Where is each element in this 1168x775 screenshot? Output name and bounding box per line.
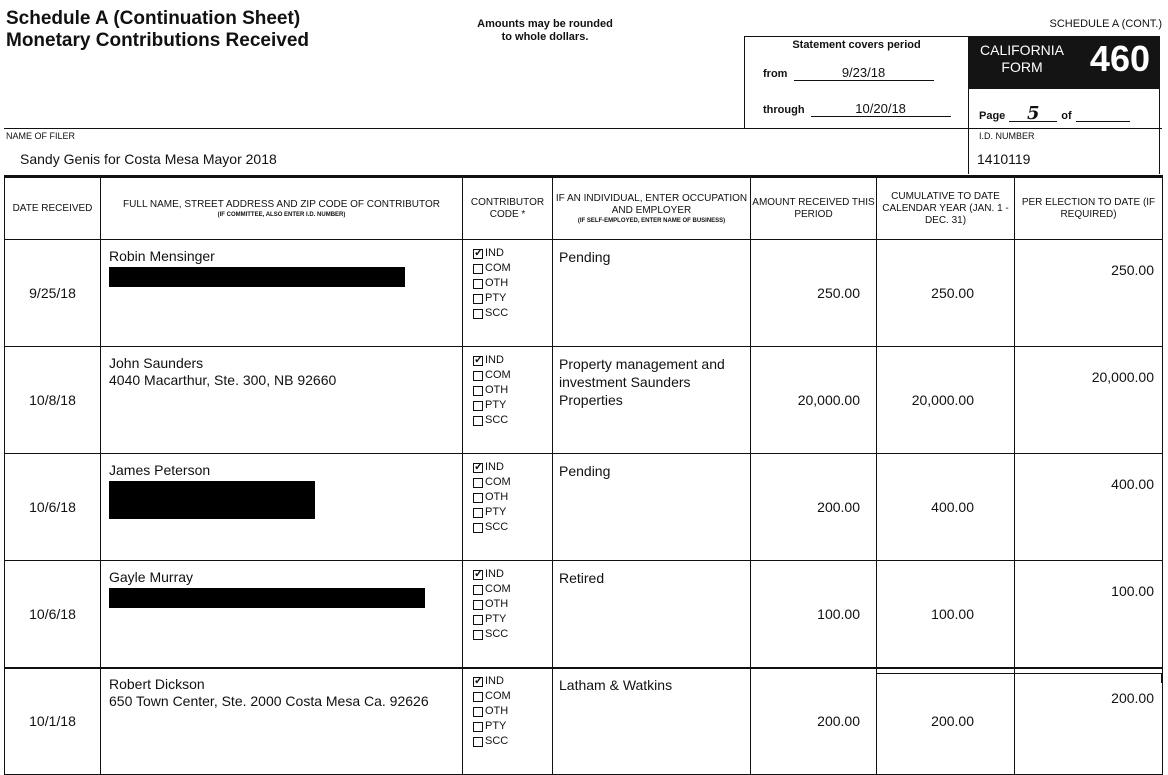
id-number-box <box>968 129 1160 174</box>
page-value: 5 <box>1009 107 1057 122</box>
checkbox-icon[interactable] <box>473 264 483 274</box>
code-option-oth[interactable] <box>473 276 552 291</box>
contributor-name: Gayle Murray <box>109 569 194 585</box>
schedule-continuation-label: SCHEDULE A (CONT.) <box>1049 18 1162 30</box>
checkbox-icon[interactable] <box>473 279 483 289</box>
code-label: IND <box>485 354 504 366</box>
contributor-cell <box>101 454 463 561</box>
code-label: COM <box>485 262 511 274</box>
code-label: SCC <box>485 628 509 640</box>
code-option-pty[interactable] <box>473 398 552 413</box>
page-number-box <box>968 89 1160 129</box>
cumulative-to-date: 250.00 <box>877 240 1015 347</box>
contributor-code <box>463 668 553 775</box>
rounding-note <box>460 18 630 44</box>
filer-label: NAME OF FILER <box>6 131 76 141</box>
contributor-code <box>463 240 553 347</box>
code-label: IND <box>485 568 504 580</box>
code-label: OTH <box>485 277 509 289</box>
checkbox-icon[interactable] <box>473 478 483 488</box>
code-option-pty[interactable] <box>473 291 552 306</box>
rounding-note-line-1: Amounts may be rounded <box>477 18 613 30</box>
table-row <box>5 561 1163 668</box>
subtotal-box <box>876 673 1162 683</box>
redacted-address <box>109 481 315 519</box>
period-through <box>763 101 951 117</box>
of-label: of <box>1061 110 1072 122</box>
code-label: COM <box>485 476 511 488</box>
date-received: 10/8/18 <box>5 347 101 454</box>
page-total-blank <box>1076 111 1130 122</box>
badge-text <box>980 42 1064 76</box>
checkbox-icon[interactable] <box>473 416 483 426</box>
code-option-scc[interactable] <box>473 520 552 535</box>
code-option-scc[interactable] <box>473 734 552 749</box>
contributor-code <box>463 561 553 668</box>
code-option-com[interactable] <box>473 261 552 276</box>
code-label: COM <box>485 369 511 381</box>
per-election-to-date: 200.00 <box>1015 668 1163 775</box>
bottom-divider <box>4 667 1162 669</box>
code-label: PTY <box>485 613 507 625</box>
amount-received: 20,000.00 <box>751 347 877 454</box>
code-option-scc[interactable] <box>473 306 552 321</box>
code-label: OTH <box>485 705 509 717</box>
from-label: from <box>763 68 788 80</box>
code-option-com[interactable] <box>473 689 552 704</box>
occupation-employer: Latham & Watkins <box>553 668 751 775</box>
checkbox-icon[interactable] <box>473 600 483 610</box>
code-option-com[interactable] <box>473 582 552 597</box>
code-option-ind[interactable] <box>473 460 552 475</box>
through-label: through <box>763 104 805 116</box>
date-received: 10/1/18 <box>5 668 101 775</box>
header-name-sub: (IF COMMITTEE, ALSO ENTER I.D. NUMBER) <box>217 211 346 218</box>
table-header-row <box>5 177 1163 240</box>
badge-line-1: CALIFORNIA <box>980 42 1065 58</box>
checkbox-icon[interactable] <box>473 493 483 503</box>
checkbox-icon[interactable] <box>473 707 483 717</box>
contributor-name: Robin Mensinger <box>109 248 215 264</box>
code-option-ind[interactable] <box>473 567 552 582</box>
code-option-ind[interactable] <box>473 246 552 261</box>
checkbox-icon[interactable] <box>473 722 483 732</box>
statement-period-box <box>744 36 968 128</box>
checkbox-icon[interactable] <box>473 585 483 595</box>
code-label: OTH <box>485 491 509 503</box>
amount-received: 100.00 <box>751 561 877 668</box>
code-label: SCC <box>485 521 509 533</box>
through-value: 10/20/18 <box>811 101 951 117</box>
checkbox-icon[interactable] <box>473 249 483 259</box>
header-occupation-label: IF AN INDIVIDUAL, ENTER OCCUPATION AND EMPLOYER <box>555 192 748 216</box>
checkbox-icon[interactable] <box>473 401 483 411</box>
cumulative-to-date: 200.00 <box>877 668 1015 775</box>
table-row <box>5 240 1163 347</box>
checkbox-icon[interactable] <box>473 677 483 687</box>
page-field <box>979 103 1130 124</box>
header-occupation <box>553 177 751 240</box>
code-label: COM <box>485 583 511 595</box>
code-option-oth[interactable] <box>473 383 552 398</box>
header-code: CONTRIBUTOR CODE * <box>463 177 553 240</box>
contributor-cell <box>101 240 463 347</box>
header-per-election: PER ELECTION TO DATE (IF REQUIRED) <box>1015 177 1163 240</box>
contributor-cell <box>101 668 463 775</box>
cumulative-to-date: 100.00 <box>877 561 1015 668</box>
code-label: IND <box>485 247 504 259</box>
contributor-address: 4040 Macarthur, Ste. 300, NB 92660 <box>109 372 337 388</box>
header-name <box>101 177 463 240</box>
per-election-to-date: 400.00 <box>1015 454 1163 561</box>
code-option-scc[interactable] <box>473 413 552 428</box>
page-label: Page <box>979 110 1006 122</box>
contributor-name: John Saunders <box>109 355 204 371</box>
contributor-name: James Peterson <box>109 462 211 478</box>
table-row <box>5 668 1163 775</box>
checkbox-icon[interactable] <box>473 463 483 473</box>
checkbox-icon[interactable] <box>473 570 483 580</box>
per-election-to-date: 250.00 <box>1015 240 1163 347</box>
occupation-employer: Property management and investment Saunders Properties <box>553 347 751 454</box>
amount-received: 250.00 <box>751 240 877 347</box>
code-option-com[interactable] <box>473 475 552 490</box>
code-label: OTH <box>485 384 509 396</box>
checkbox-icon[interactable] <box>473 508 483 518</box>
form-title <box>6 8 309 52</box>
checkbox-icon[interactable] <box>473 309 483 319</box>
date-received: 10/6/18 <box>5 561 101 668</box>
cumulative-to-date: 400.00 <box>877 454 1015 561</box>
per-election-to-date: 20,000.00 <box>1015 347 1163 454</box>
period-from <box>763 65 934 81</box>
badge-line-2: FORM <box>1001 59 1043 75</box>
code-label: PTY <box>485 720 507 732</box>
code-label: PTY <box>485 399 507 411</box>
checkbox-icon[interactable] <box>473 356 483 366</box>
contributor-address: 650 Town Center, Ste. 2000 Costa Mesa Ca. 92626 <box>109 693 429 709</box>
form-number: 460 <box>1089 38 1150 79</box>
rounding-note-line-2: to whole dollars. <box>501 31 589 43</box>
checkbox-icon[interactable] <box>473 294 483 304</box>
redacted-address <box>109 267 405 287</box>
redacted-address <box>109 588 425 608</box>
header-name-label: FULL NAME, STREET ADDRESS AND ZIP CODE OF CONTRIBUTOR <box>123 198 440 210</box>
table-row <box>5 347 1163 454</box>
id-label: I.D. NUMBER <box>979 131 1035 141</box>
table-row <box>5 454 1163 561</box>
title-line-1: Schedule A (Continuation Sheet) <box>6 8 301 29</box>
from-value: 9/23/18 <box>794 65 934 81</box>
checkbox-icon[interactable] <box>473 371 483 381</box>
amount-received: 200.00 <box>751 454 877 561</box>
checkbox-icon[interactable] <box>473 523 483 533</box>
id-value: 1410119 <box>977 151 1031 167</box>
contributor-cell <box>101 347 463 454</box>
code-option-ind[interactable] <box>473 674 552 689</box>
code-label: COM <box>485 690 511 702</box>
code-option-oth[interactable] <box>473 704 552 719</box>
occupation-employer: Retired <box>553 561 751 668</box>
code-option-oth[interactable] <box>473 597 552 612</box>
filer-name: Sandy Genis for Costa Mesa Mayor 2018 <box>20 151 277 167</box>
contributor-name: Robert Dickson <box>109 676 205 692</box>
date-received: 10/6/18 <box>5 454 101 561</box>
header-cumulative: CUMULATIVE TO DATE CALENDAR YEAR (JAN. 1 - DEC. 31) <box>877 177 1015 240</box>
contributor-code <box>463 454 553 561</box>
code-label: IND <box>485 461 504 473</box>
header-amount: AMOUNT RECEIVED THIS PERIOD <box>751 177 877 240</box>
code-option-pty[interactable] <box>473 719 552 734</box>
checkbox-icon[interactable] <box>473 737 483 747</box>
contributor-code <box>463 347 553 454</box>
code-option-ind[interactable] <box>473 353 552 368</box>
occupation-employer: Pending <box>553 454 751 561</box>
code-label: IND <box>485 675 504 687</box>
checkbox-icon[interactable] <box>473 692 483 702</box>
amount-received: 200.00 <box>751 668 877 775</box>
code-option-pty[interactable] <box>473 612 552 627</box>
cumulative-to-date: 20,000.00 <box>877 347 1015 454</box>
occupation-employer: Pending <box>553 240 751 347</box>
date-received: 9/25/18 <box>5 240 101 347</box>
code-option-com[interactable] <box>473 368 552 383</box>
code-label: PTY <box>485 506 507 518</box>
code-option-oth[interactable] <box>473 490 552 505</box>
code-option-scc[interactable] <box>473 627 552 642</box>
per-election-to-date: 100.00 <box>1015 561 1163 668</box>
code-option-pty[interactable] <box>473 505 552 520</box>
contributions-table <box>4 175 1163 775</box>
code-label: SCC <box>485 735 509 747</box>
code-label: SCC <box>485 307 509 319</box>
header-occupation-sub: (IF SELF-EMPLOYED, ENTER NAME OF BUSINESS) <box>577 217 726 224</box>
california-form-badge <box>968 36 1160 89</box>
code-label: OTH <box>485 598 509 610</box>
code-label: PTY <box>485 292 507 304</box>
contributor-cell <box>101 561 463 668</box>
checkbox-icon[interactable] <box>473 615 483 625</box>
checkbox-icon[interactable] <box>473 386 483 396</box>
header-date: DATE RECEIVED <box>5 177 101 240</box>
title-line-2: Monetary Contributions Received <box>6 30 309 51</box>
code-label: SCC <box>485 414 509 426</box>
checkbox-icon[interactable] <box>473 630 483 640</box>
period-title: Statement covers period <box>792 39 921 51</box>
